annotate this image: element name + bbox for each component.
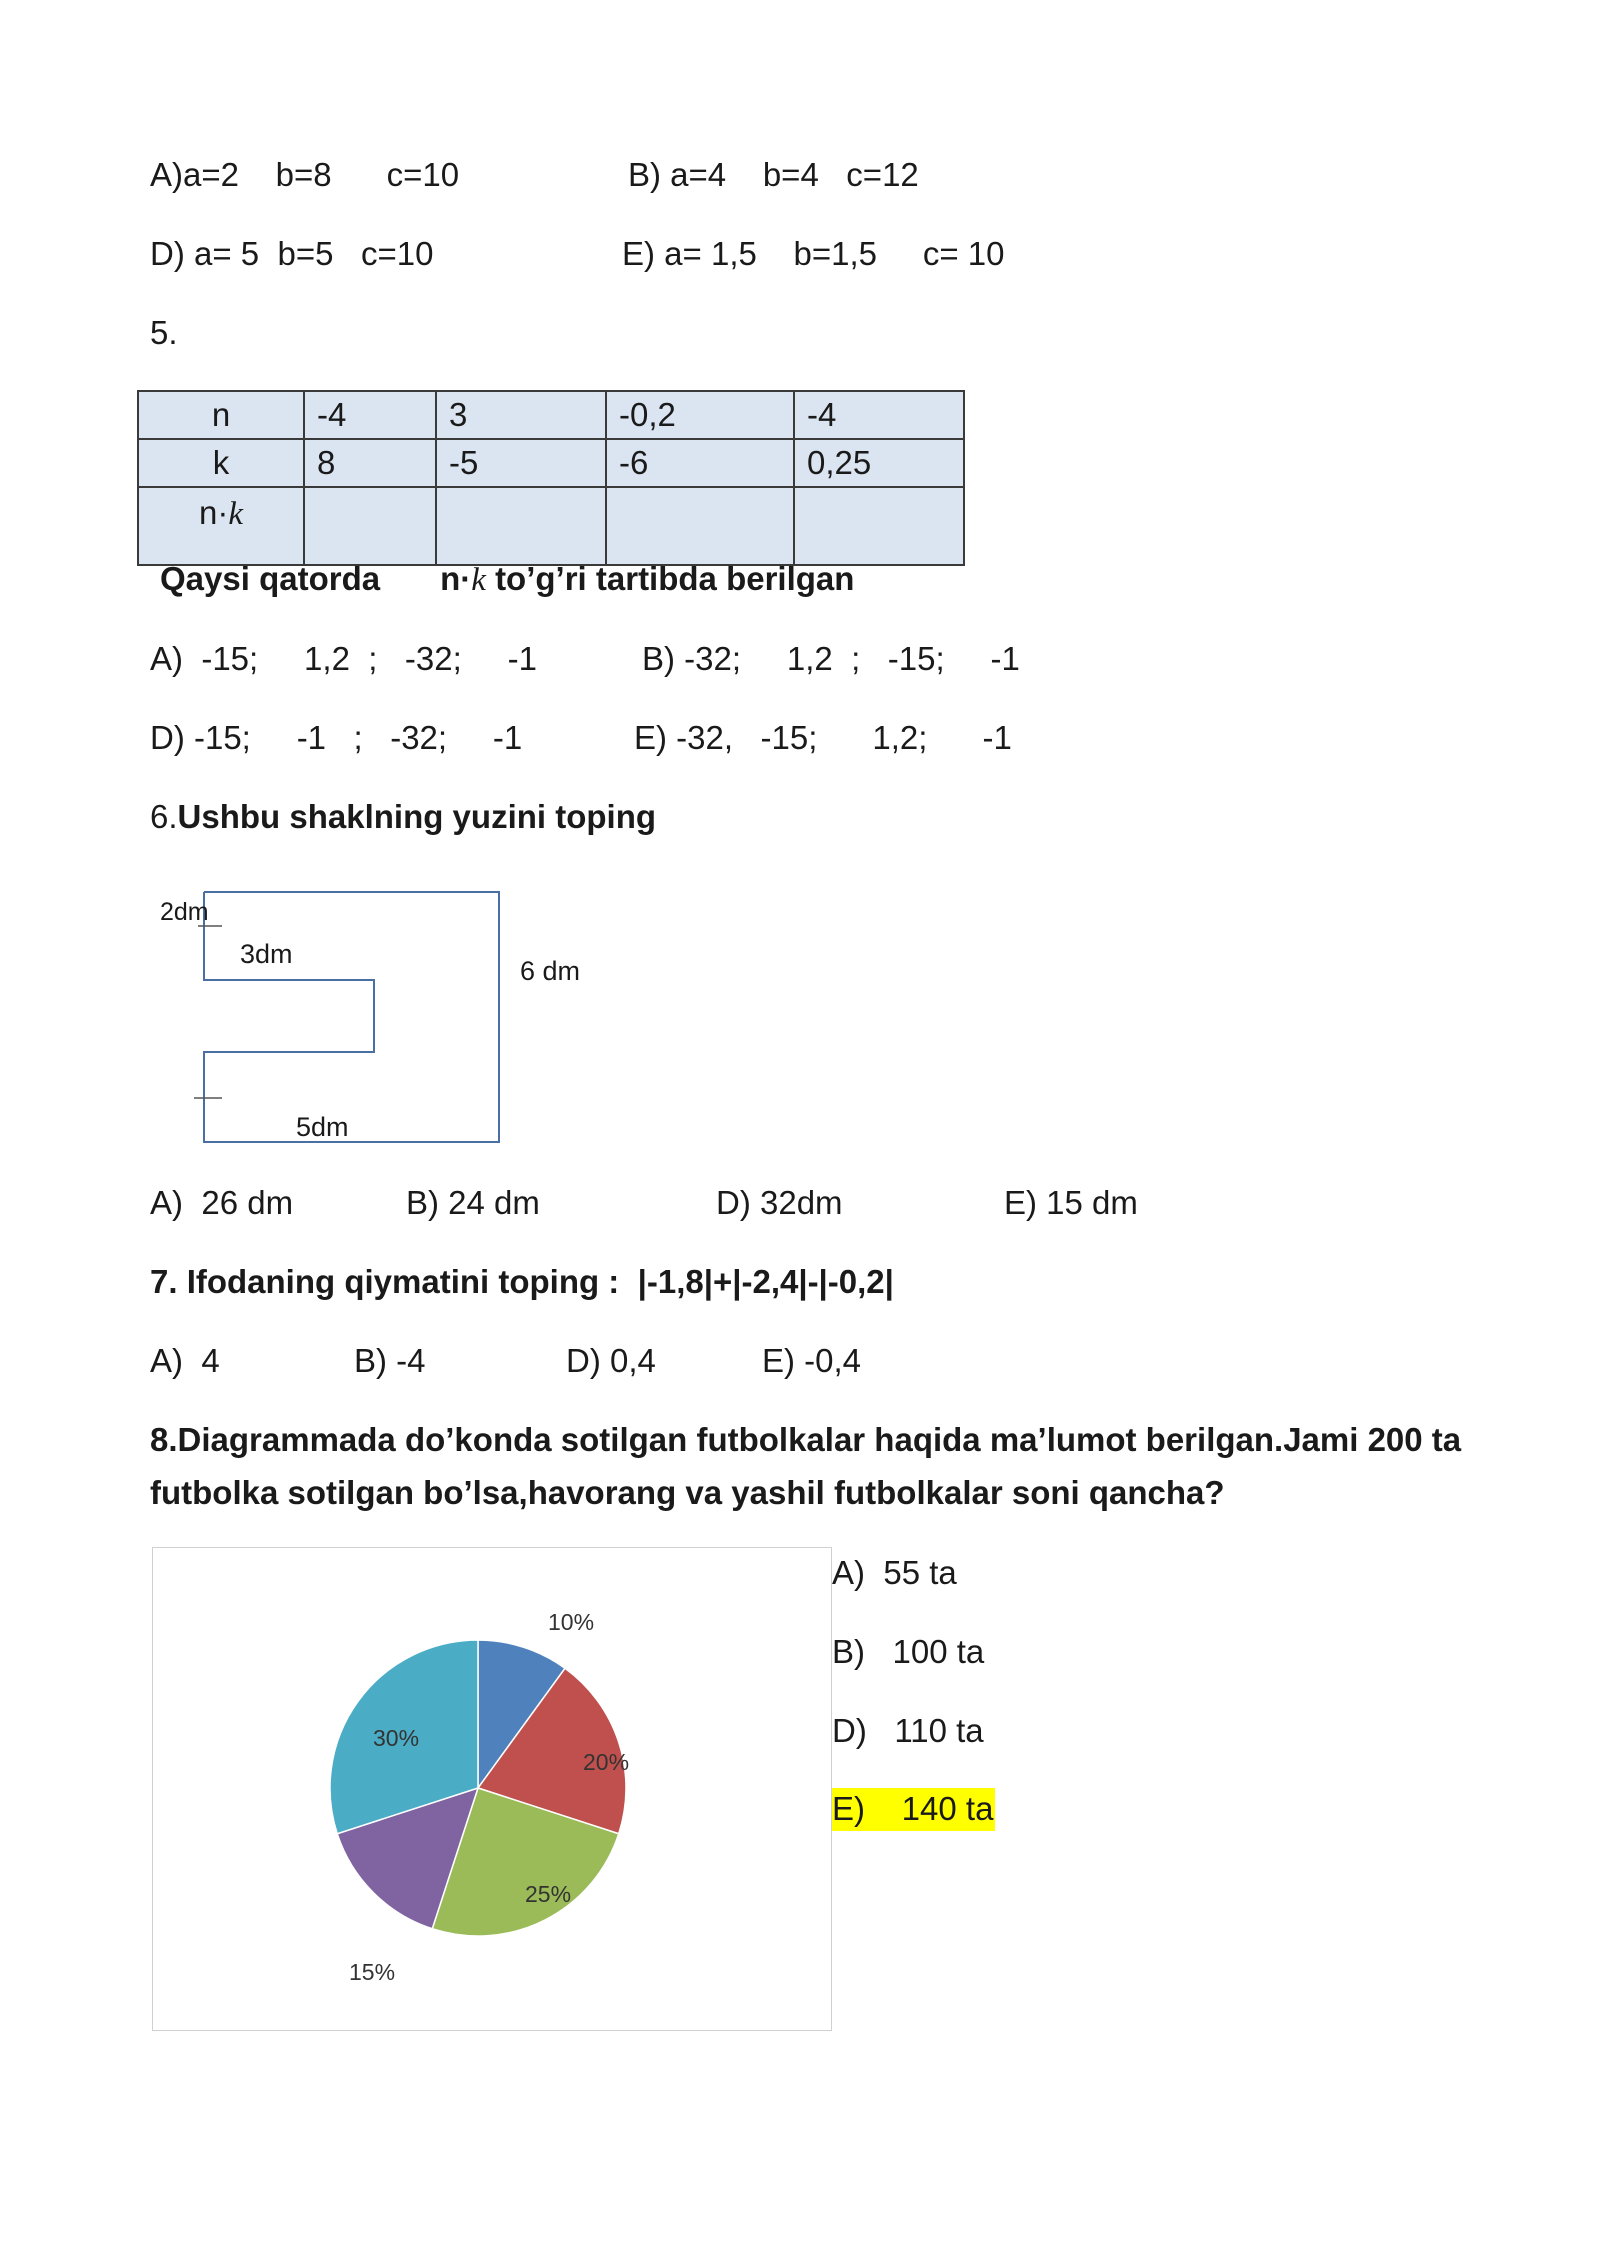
chart-frame — [152, 1547, 832, 2031]
q7-question: 7. Ifodaning qiymatini toping : |-1,8|+|-2,4|-|-0,2| — [150, 1263, 894, 1300]
row-label-k: k — [138, 439, 304, 487]
row-label-n: n — [138, 391, 304, 439]
table-cell: -0,2 — [606, 391, 794, 439]
q8-question-line2: futbolka sotilgan bo’lsa,havorang va yashil futbolkalar soni qancha? — [150, 1474, 1225, 1511]
q5-option-d[interactable]: D) -15; -1 ; -32; -1 — [150, 719, 523, 756]
q7-option-a[interactable]: A) 4 — [150, 1342, 220, 1379]
label-2dm: 2dm — [160, 898, 209, 926]
q6-question-text: Ushbu shaklning yuzini toping — [177, 798, 657, 835]
q5-question-part2: to’g’ri tartibda berilgan — [495, 560, 855, 597]
q4-option-e[interactable]: E) a= 1,5 b=1,5 c= 10 — [622, 235, 1005, 272]
q6-option-e[interactable]: E) 15 dm — [1004, 1184, 1138, 1221]
label-5dm: 5dm — [296, 1112, 349, 1142]
q7-option-e[interactable]: E) -0,4 — [762, 1342, 862, 1379]
q5-option-a[interactable]: A) -15; 1,2 ; -32; -1 — [150, 640, 537, 677]
table-cell: -6 — [606, 439, 794, 487]
q5-question-n: n· — [440, 560, 472, 597]
row-label-n-part: n· — [199, 494, 229, 531]
q4-option-d[interactable]: D) a= 5 b=5 c=10 — [150, 235, 434, 272]
q8-question-line1: 8.Diagrammada do’konda sotilgan futbolkalar haqida ma’lumot berilgan.Jami 200 ta — [150, 1421, 1462, 1458]
q5-option-e[interactable]: E) -32, -15; 1,2; -1 — [634, 719, 1012, 756]
q8-option-d[interactable]: D) 110 ta — [832, 1712, 984, 1749]
q5-number: 5. — [150, 314, 178, 351]
q6-number: 6. — [150, 798, 178, 835]
q4-option-b[interactable]: B) a=4 b=4 c=12 — [628, 156, 919, 193]
row-label-k-part: k — [228, 496, 243, 532]
pie-slice-label: 30% — [373, 1725, 420, 1751]
pie-slice-label: 10% — [548, 1609, 595, 1635]
table-cell: 8 — [304, 439, 436, 487]
pie-chart — [153, 1548, 831, 2030]
q4-option-a[interactable]: A)a=2 b=8 c=10 — [150, 156, 460, 193]
q7-option-b[interactable]: B) -4 — [354, 1342, 426, 1379]
q5-question-part1: Qaysi qatorda — [160, 560, 381, 597]
q8-option-b[interactable]: B) 100 ta — [832, 1633, 985, 1670]
table-cell: 3 — [436, 391, 606, 439]
pie-slice-label: 20% — [583, 1749, 630, 1775]
table-cell: 0,25 — [794, 439, 964, 487]
q5-question-k: k — [471, 562, 486, 598]
q6-option-b[interactable]: B) 24 dm — [406, 1184, 540, 1221]
table-cell: -4 — [794, 391, 964, 439]
q8-option-e[interactable]: E) 140 ta — [832, 1788, 995, 1831]
label-6dm: 6 dm — [520, 956, 581, 986]
q7-option-d[interactable]: D) 0,4 — [566, 1342, 656, 1379]
pie-slice-label: 25% — [525, 1881, 572, 1907]
q6-option-d[interactable]: D) 32dm — [716, 1184, 843, 1221]
table-cell: -4 — [304, 391, 436, 439]
q8-option-a[interactable]: A) 55 ta — [832, 1554, 957, 1591]
pie-slice-label: 15% — [349, 1959, 396, 1985]
label-3dm: 3dm — [240, 939, 293, 969]
q6-option-a[interactable]: A) 26 dm — [150, 1184, 294, 1221]
table-cell: -5 — [436, 439, 606, 487]
q5-option-b[interactable]: B) -32; 1,2 ; -15; -1 — [642, 640, 1020, 677]
